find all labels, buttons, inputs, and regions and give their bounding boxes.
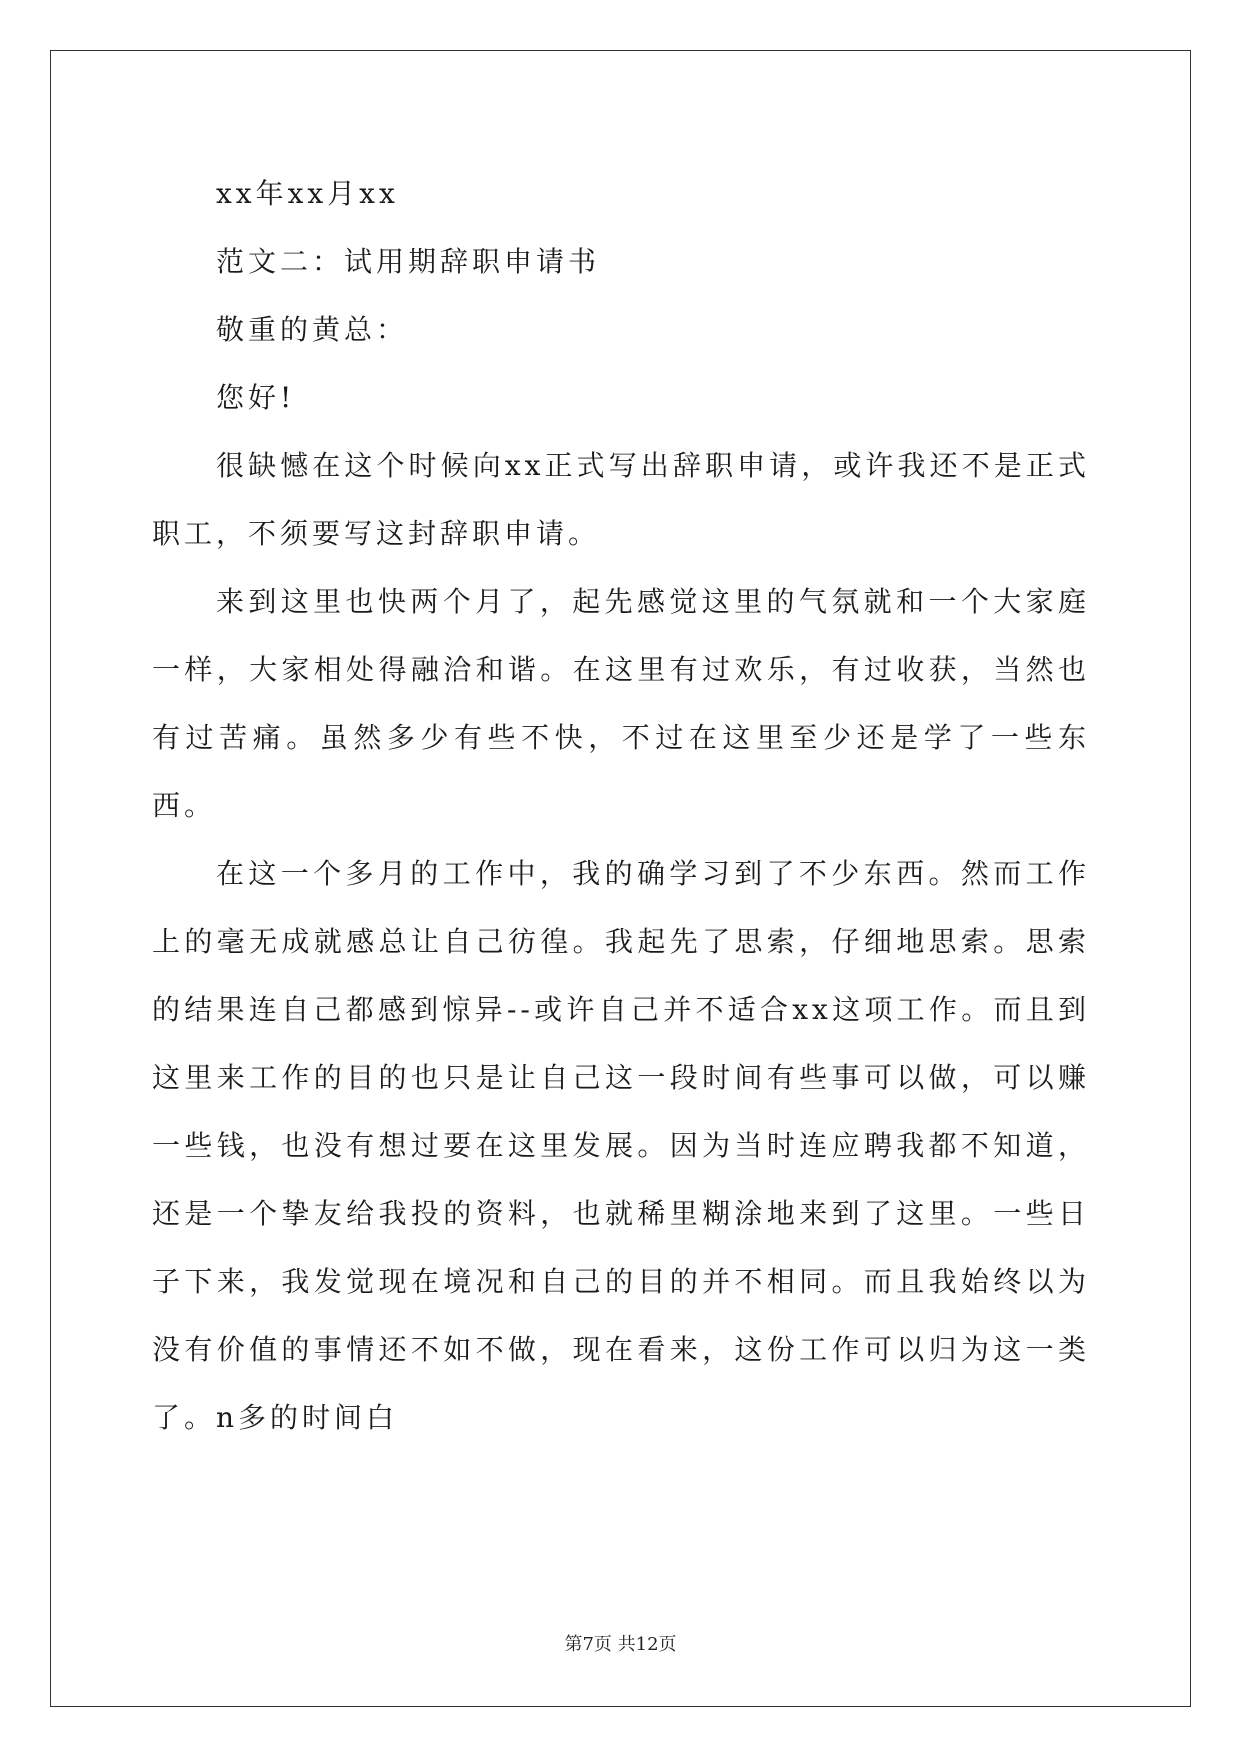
section-title: 范文二：试用期辞职申请书: [216, 245, 601, 278]
salutation: 敬重的黄总：: [216, 313, 409, 346]
greeting: 您好!: [216, 381, 296, 414]
body-paragraph: 很缺憾在这个时候向xx正式写出辞职申请，或许我还不是正式职工，不须要写这封辞职申请。: [152, 449, 1090, 550]
body-paragraph: 在这一个多月的工作中，我的确学习到了不少东西。然而工作上的毫无成就感总让自己彷徨。我起先了思索，仔细地思索。思索的结果连自己都感到惊异--或许自己并不适合xx这项工作。而且到这里来工作的目的也只是让自己这一段时间有些事可以做，可以赚一些钱，也没有想过要在这里发展。因为当时连应聘我都不知道，还是一个挚友给我投的资料，也就稀里糊涂地来到了这里。一些日子下来，我发觉现在境况和自己的目的并不相同。而且我始终以为没有价值的事情还不如不做，现在看来，这份工作可以归为这一类了。n多的时间白: [152, 857, 1090, 1434]
document-body: [152, 160, 1090, 1452]
page-number-footer: 第7页 共12页: [564, 1634, 677, 1655]
body-paragraph: 来到这里也快两个月了，起先感觉这里的气氛就和一个大家庭一样，大家相处得融洽和谐。在这里有过欢乐，有过收获，当然也有过苦痛。虽然多少有些不快，不过在这里至少还是学了一些东西。: [152, 585, 1090, 822]
date-line: xx年xx月xx: [216, 177, 399, 210]
